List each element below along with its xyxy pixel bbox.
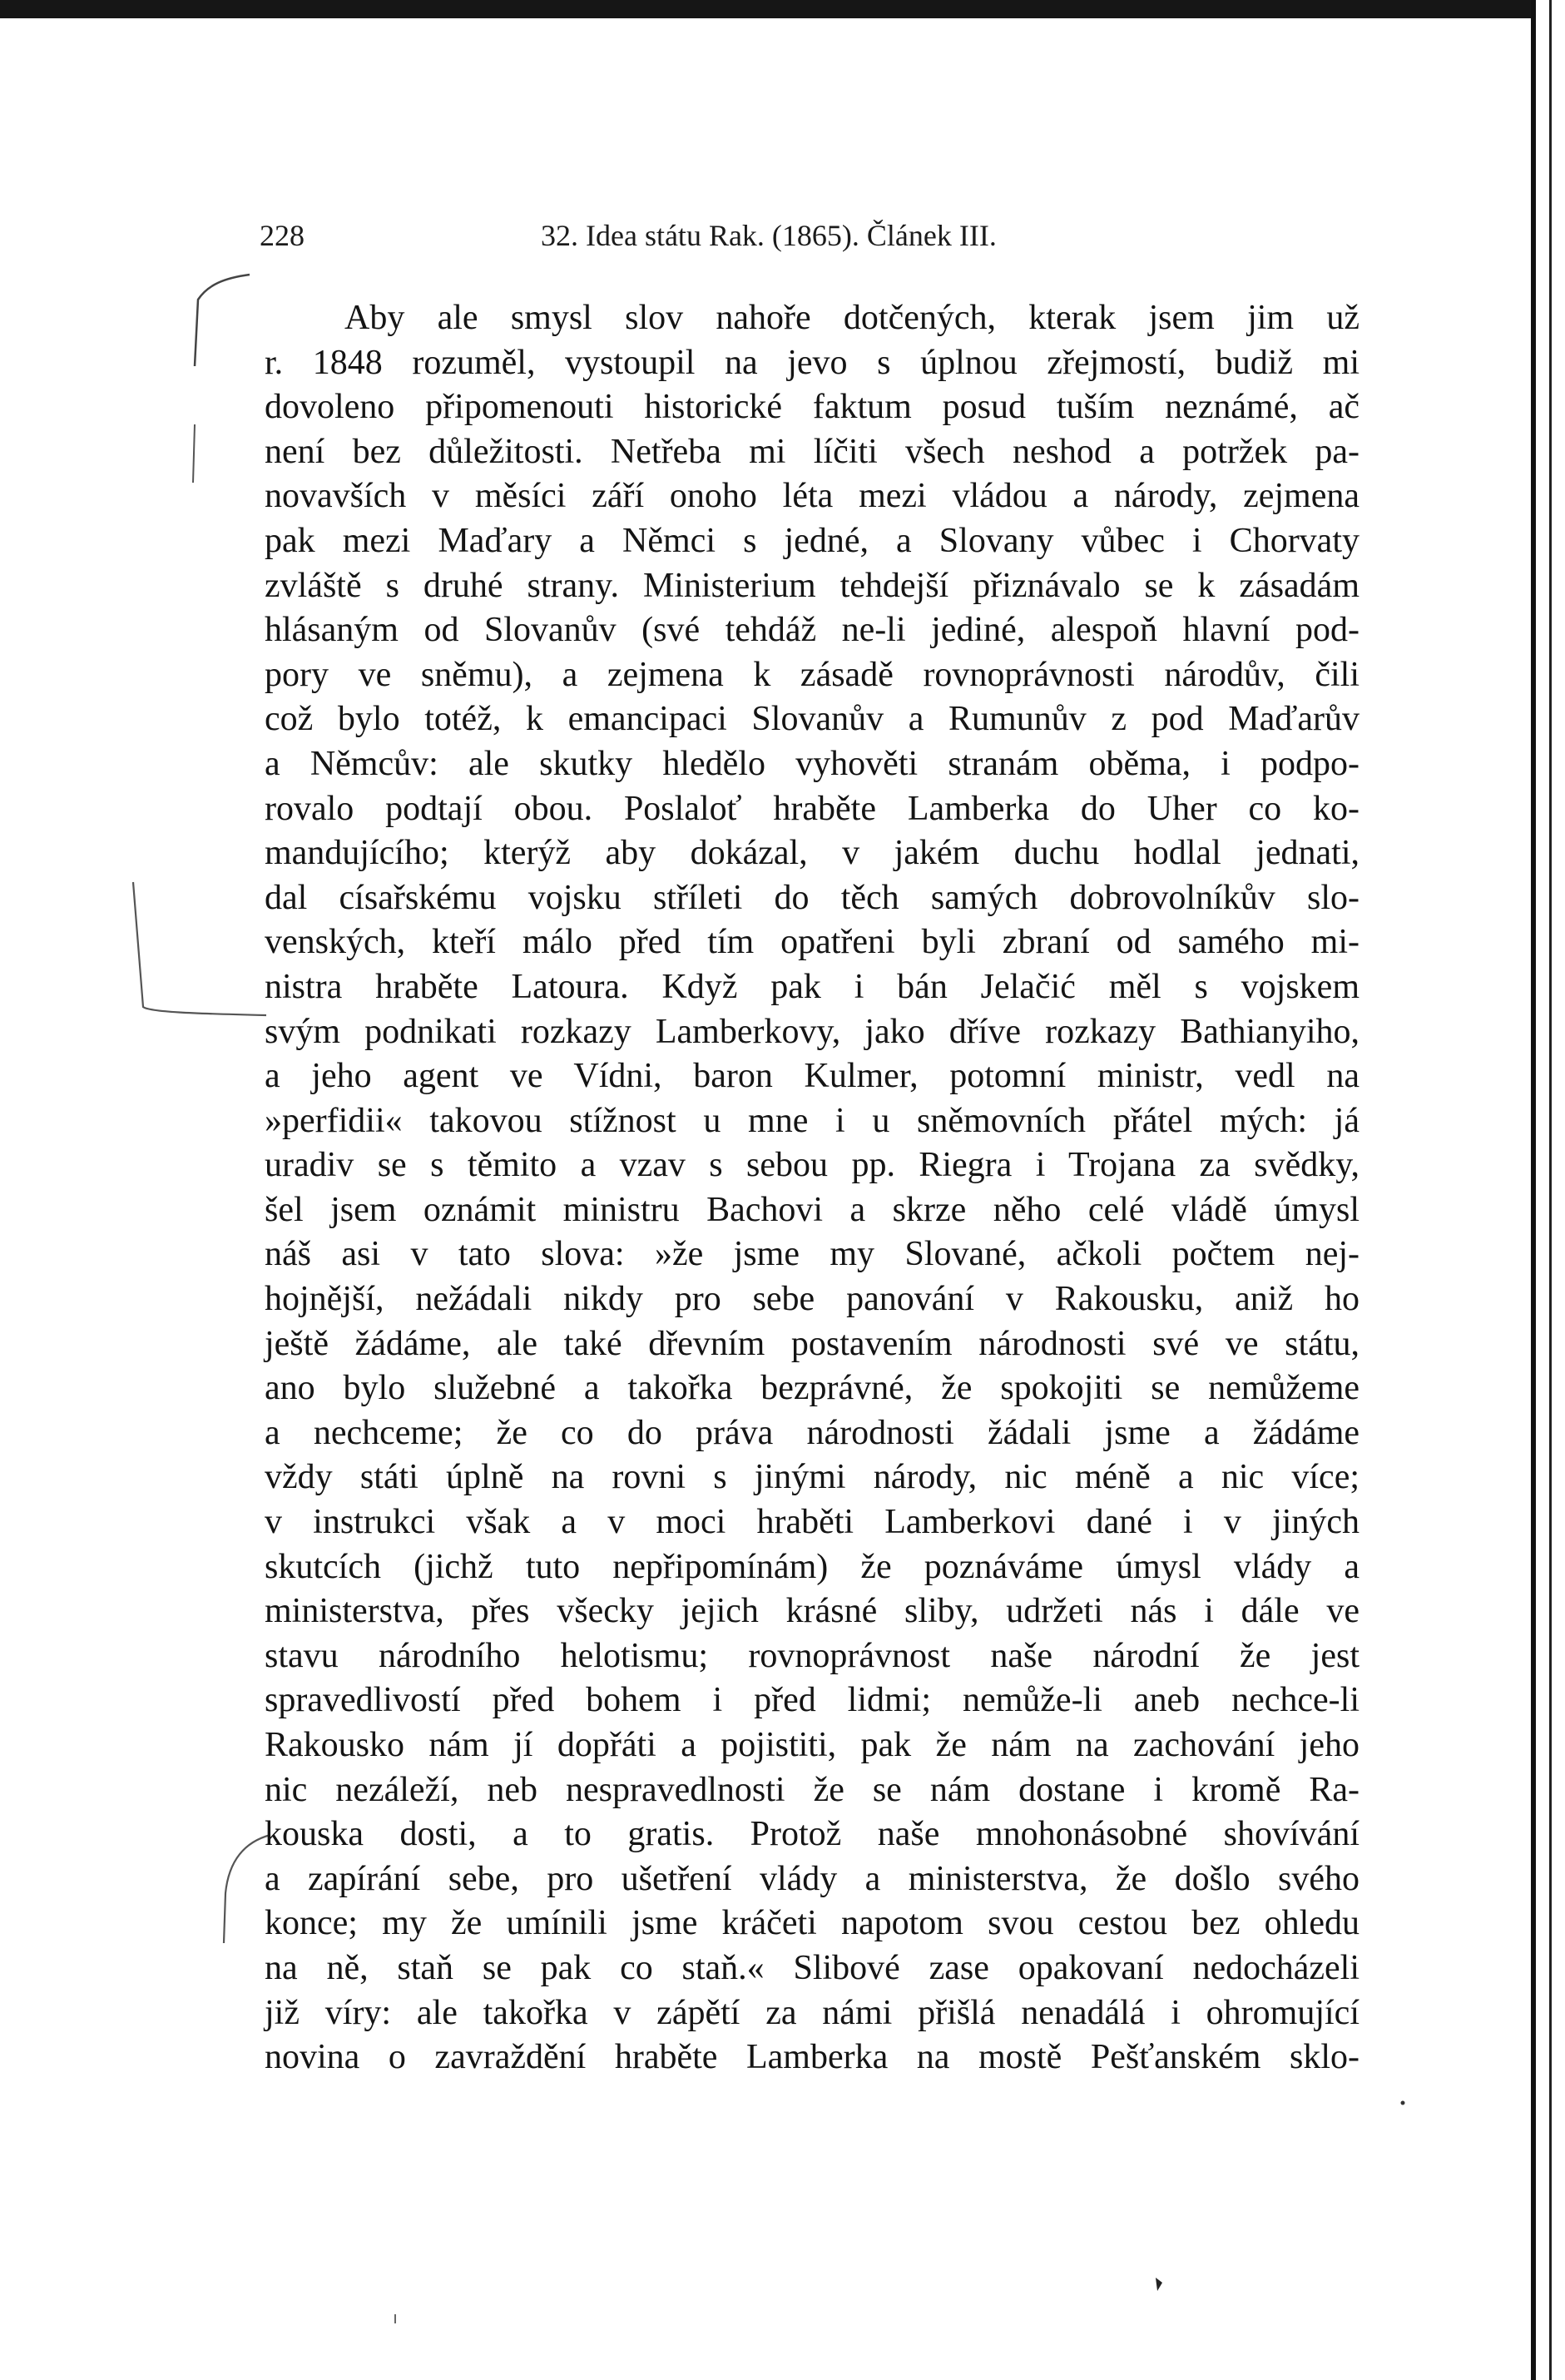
text-line: ministerstva, přes všecky jejich krásné sliby, udržeti nás i dále ve [265,1592,1359,1631]
page-number: 228 [260,219,305,252]
text-line: skutcích (jichž tuto nepřipomínám) že poznáváme úmysl vlády a [265,1547,1359,1586]
text-line: nistra hraběte Latoura. Když pak i bán Jelačić měl s vojskem [265,967,1359,1006]
text-line: zvláště s druhé strany. Ministerium tehdejší přiznávalo se k zásadám [265,566,1359,605]
chapter-title: 32. Idea státu Rak. (1865). Článek III. [541,219,997,252]
text-line: hlásaným od Slovanův (své tehdáž ne-li jediné, alespoň hlavní pod- [265,611,1359,650]
text-line: Rakousko nám jí dopřáti a pojistiti, pak že nám na zachování jeho [265,1726,1359,1764]
text-line: hojnější, nežádali nikdy pro sebe panování v Rakousku, aniž ho [265,1280,1359,1319]
scan-speck [1152,2276,1166,2297]
text-line: spravedlivostí před bohem i před lidmi; nemůže-li aneb nechce-li [265,1681,1359,1720]
text-line: dal císařskému vojsku stříleti do těch samých dobrovolníkův slo- [265,878,1359,917]
running-head [260,218,1366,260]
text-line: již víry: ale takořka v zápětí za námi přišlá nenadálá i ohromující [265,1993,1359,2032]
text-line: novavších v měsíci září onoho léta mezi vládou a národy, zejmena [265,477,1359,516]
text-line: nic nezáleží, neb nespravedlnosti že se nám dostane i kromě Ra- [265,1770,1359,1809]
text-line: a Němcův: ale skutky hledělo vyhověti stranám oběma, i podpo- [265,744,1359,783]
text-line: mandujícího; kterýž aby dokázal, v jakém duchu hodlal jednati, [265,834,1359,873]
body-text [265,296,1359,2080]
text-line: venských, kteří málo před tím opatřeni byli zbraní od samého mi- [265,923,1359,962]
text-line: což bylo totéž, k emancipaci Slovanův a Rumunův z pod Maďarův [265,700,1359,739]
text-line: r. 1848 rozuměl, vystoupil na jevo s úplnou zřejmostí, budiž mi [265,343,1359,382]
text-line: uradiv se s těmito a vzav s sebou pp. Riegra i Trojana za svědky, [265,1146,1359,1185]
text-line: ano bylo služebné a takořka bezprávné, že spokojiti se nemůžeme [265,1369,1359,1408]
text-line: a jeho agent ve Vídni, baron Kulmer, potomní ministr, vedl na [265,1057,1359,1096]
binding-edge-line [1549,0,1552,2380]
text-line: pak mezi Maďary a Němci s jedné, a Slovany vůbec i Chorvaty [265,521,1359,560]
text-line: a zapírání sebe, pro ušetření vlády a ministerstva, že došlo svého [265,1859,1359,1898]
text-line: šel jsem oznámit ministru Bachovi a skrze něho celé vládě úmysl [265,1190,1359,1229]
text-line: a nechceme; že co do práva národnosti žádali jsme a žádáme [265,1413,1359,1452]
text-line: ještě žádáme, ale také dřevním postavením národnosti své ve státu, [265,1324,1359,1363]
text-line: »perfidii« takovou stížnost u mne i u sněmovních přátel mých: já [265,1101,1359,1140]
text-line: v instrukci však a v moci hraběti Lamberkovi dané i v jiných [265,1503,1359,1542]
text-line: novina o zavraždění hraběte Lamberka na mostě Pešťanském sklo- [265,2038,1359,2077]
text-line: na ně, staň se pak co staň.« Slibové zase opakovaní nedocházeli [265,1948,1359,1987]
text-line: svým podnikati rozkazy Lamberkovy, jako dříve rozkazy Bathianyiho, [265,1012,1359,1051]
text-line: Aby ale smysl slov nahoře dotčených, kterak jsem jim už [344,299,1359,337]
text-line: rovalo podtají obou. Poslalοť hraběte Lamberka do Uher co ko- [265,789,1359,828]
text-line: konce; my že umínili jsme kráčeti napotom svou cestou bez ohledu [265,1904,1359,1943]
scan-border-right [1531,0,1565,2380]
scan-speck [391,2313,399,2329]
text-line: kouska dosti, a to gratis. Protož naše mnohonásobné shovívání [265,1815,1359,1854]
text-line: náš asi v tato slova: »že jsme my Slované, ačkoli počtem nej- [265,1235,1359,1274]
text-line: pory ve sněmu), a zejmena k zásadě rovnoprávnosti národův, čili [265,655,1359,694]
text-line: stavu národního helotismu; rovnoprávnost naše národní že jest [265,1636,1359,1675]
text-line: není bez důležitosti. Netřeba mi líčiti všech neshod a potržek pa- [265,432,1359,471]
text-line: vždy státi úplně na rovni s jinými národy, nic méně a nic více; [265,1458,1359,1497]
text-line: dovoleno připomenouti historické faktum posud tuším neznámé, ač [265,388,1359,427]
scan-border-top [0,0,1565,18]
scan-speck [1398,2097,1408,2112]
